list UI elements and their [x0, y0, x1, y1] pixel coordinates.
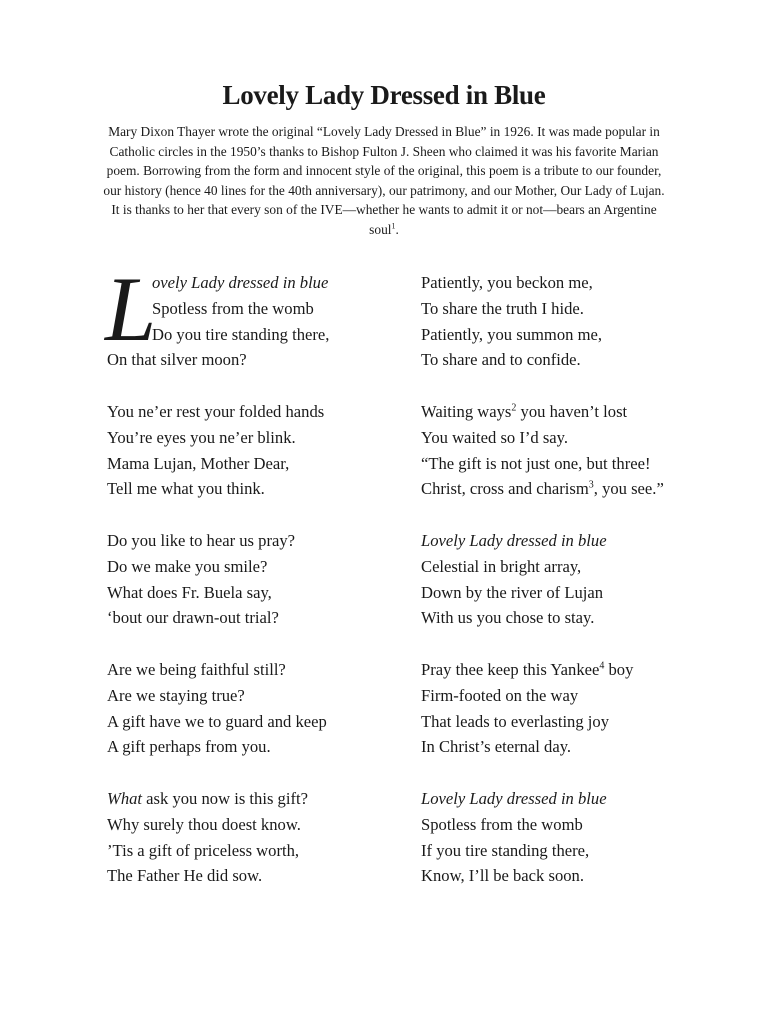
poem-title: Lovely Lady Dressed in Blue — [222, 80, 546, 110]
stanza-10 — [421, 786, 721, 915]
poem-line: What does Fr. Buela say, — [107, 582, 272, 602]
poem-line: With us you chose to stay. — [421, 608, 595, 628]
footnote-marker: 2 — [511, 402, 517, 414]
stanza-1 — [105, 258, 407, 399]
stanza-2 — [107, 399, 407, 528]
footnote-marker: 1 — [391, 221, 396, 231]
poem-line: You ne’er rest your folded hands — [107, 402, 325, 421]
poem-right-column — [421, 270, 721, 915]
poem-line: Are we being faithful still? — [107, 660, 286, 679]
line-text: Pray thee keep this Yankee — [421, 660, 600, 679]
stanza-3 — [107, 528, 407, 657]
poem-line: Lovely Lady dressed in blue — [421, 789, 607, 808]
poem-line: If you tire standing there, — [421, 840, 590, 860]
drop-cap: L — [105, 258, 157, 360]
poem-left-column — [105, 258, 407, 915]
footnote-marker: 4 — [599, 660, 605, 672]
poem-line: A gift perhaps from you. — [107, 737, 271, 757]
line-text: Waiting ways — [421, 402, 512, 421]
poem-line: “The gift is not just one, but three! — [421, 453, 651, 473]
poem-line: Are we staying true? — [107, 685, 245, 705]
poem-line — [421, 476, 721, 502]
poem-line — [421, 399, 721, 425]
poem-line: You waited so I’d say. — [421, 427, 569, 447]
poem-line: ’Tis a gift of priceless worth, — [107, 840, 300, 860]
poem-line: Spotless from the womb — [152, 298, 314, 318]
line-text: , you see.” — [593, 479, 664, 499]
stanza-7 — [421, 399, 721, 528]
stanza-4 — [107, 657, 407, 786]
poem-line: On that silver moon? — [107, 350, 247, 370]
stanza-5 — [107, 786, 407, 915]
poem-line: Do we make you smile? — [107, 556, 268, 576]
intro-paragraph — [100, 122, 668, 240]
poem-line: Know, I’ll be back soon. — [421, 866, 584, 886]
poem-line: Spotless from the womb — [421, 814, 583, 834]
poem-line: Mama Lujan, Mother Dear, — [107, 453, 290, 473]
poem-line: To share the truth I hide. — [421, 298, 584, 318]
footnote-marker: 3 — [588, 479, 594, 491]
poem-line: Do you tire standing there, — [152, 324, 330, 344]
poem-line: The Father He did sow. — [107, 866, 263, 886]
stanza-8 — [421, 528, 721, 657]
emphasis-word: What — [107, 789, 143, 808]
poem-line — [421, 657, 721, 683]
poem-line: Firm-footed on the way — [421, 685, 579, 705]
line-text: boy — [604, 660, 634, 679]
line-text: Christ, cross and charism — [421, 479, 589, 499]
poem-line: That leads to everlasting joy — [421, 711, 610, 731]
poem-line: Down by the river of Lujan — [421, 582, 604, 602]
poem-line: A gift have we to guard and keep — [107, 711, 327, 731]
poem-line: Tell me what you think. — [107, 479, 265, 499]
intro-text: Mary Dixon Thayer wrote the original “Lovely Lady Dressed in Blue” in 1926. It was made popular in Catholic circles in the 1950’s thanks to Bishop Fulton J. Sheen who claimed it was his favorite Marian poem. Borrowing from the form and innocent style of the original, this poem is a tribute to our founder, our history (hence 40 lines for the 40th anniversary), our patrimony, and our Mother, Our Lady of Lujan. It is thanks to her that every son of the IVE—whether he wants to admit it or not—bears an Argentine soul — [103, 124, 665, 237]
line-rest: ask you now is this gift? — [142, 789, 308, 808]
poem-line: ovely Lady dressed in blue — [152, 273, 329, 292]
poem-line: Patiently, you beckon me, — [421, 273, 593, 292]
poem-line: Do you like to hear us pray? — [107, 531, 296, 550]
line-text: you haven’t lost — [516, 402, 628, 421]
poem-line: You’re eyes you ne’er blink. — [107, 427, 296, 447]
stanza-9 — [421, 657, 721, 786]
poem-line: ‘bout our drawn-out trial? — [107, 608, 279, 628]
stanza-6 — [421, 270, 721, 399]
poem-line: Why surely thou doest know. — [107, 814, 301, 834]
poem-line — [107, 786, 407, 812]
poem-line: Lovely Lady dressed in blue — [421, 531, 607, 550]
poem-line: Patiently, you summon me, — [421, 324, 602, 344]
poem-line: Celestial in bright array, — [421, 556, 582, 576]
poem-line: To share and to confide. — [421, 350, 581, 370]
poem-line: In Christ’s eternal day. — [421, 737, 572, 757]
intro-end: . — [395, 221, 399, 237]
